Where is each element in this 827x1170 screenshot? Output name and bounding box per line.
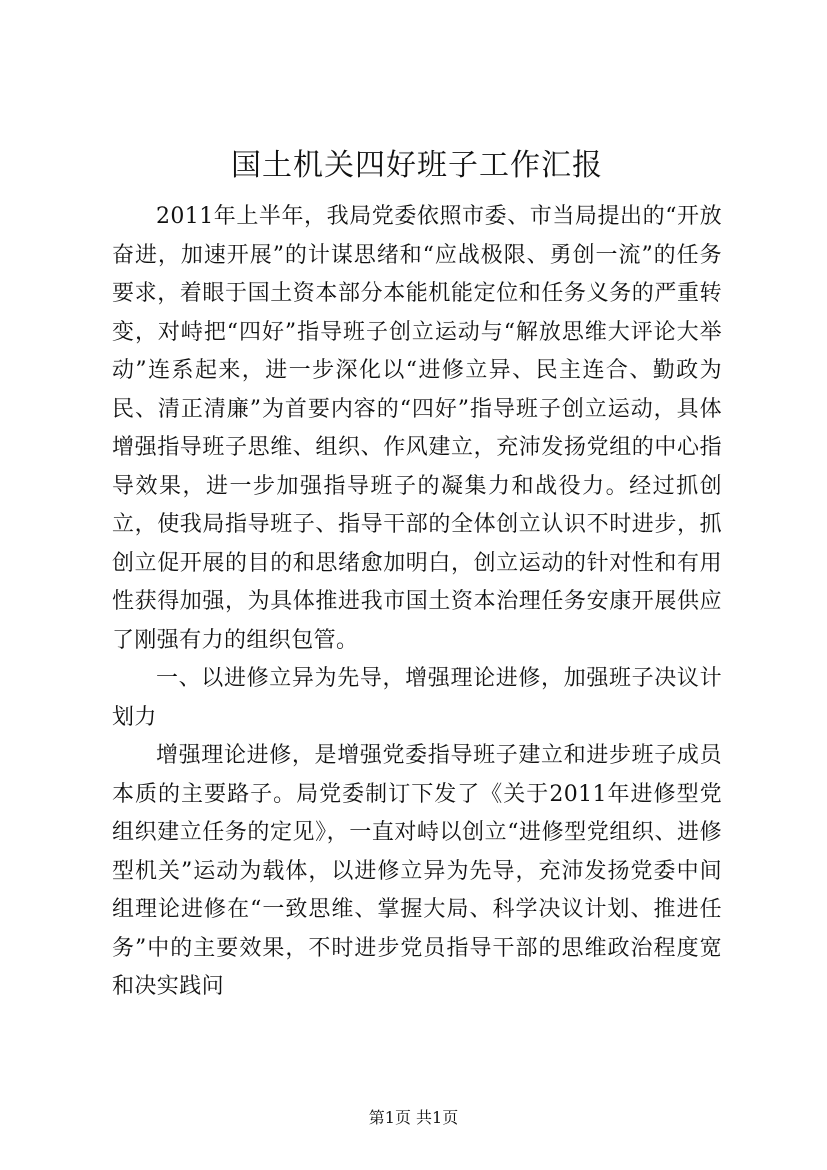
section-heading: 一、以进修立异为先导，增强理论进修，加强班子决议计划力 bbox=[112, 666, 722, 730]
document-title: 国土机关四好班子工作汇报 bbox=[231, 148, 603, 183]
section-paragraph: 增强理论进修，是增强党委指导班子建立和进步班子成员本质的主要路子。局党委制订下发了《关于2011年进修型党组织建立任务的定见》，一直对峙以创立“进修型党组织、进修型机关”运动为载体，以进修立异为先导，充沛发扬党委中间组理论进修在“一致思维、掌握大局、科学决议计划、推进任务”中的主要效果，不时进步党员指导干部的思维政治程度宽和决实践问 bbox=[112, 743, 722, 999]
intro-paragraph: 2011年上半年，我局党委依照市委、市当局提出的“开放奋进，加速开展”的计谋思绪和“应战极限、勇创一流”的任务要求，着眼于国土资本部分本能机能定位和任务义务的严重转变，对峙把“四好”指导班子创立运动与“解放思维大评论大举动”连系起来，进一步深化以“进修立异、民主连合、勤政为民、清正清廉”为首要内容的“四好”指导班子创立运动，具体增强指导班子思维、组织、作风建立，充沛发扬党组的中心指导效果，进一步加强指导班子的凝集力和战役力。经过抓创立，使我局指导班子、指导干部的全体创立认识不时进步，抓创立促开展的目的和思绪愈加明白，创立运动的针对性和有用性获得加强，为具体推进我市国土资本治理任务安康开展供应了刚强有力的组织包管。 bbox=[112, 204, 722, 653]
page-footer: 第1页 共1页 bbox=[368, 1108, 459, 1127]
document-body bbox=[112, 142, 722, 1007]
